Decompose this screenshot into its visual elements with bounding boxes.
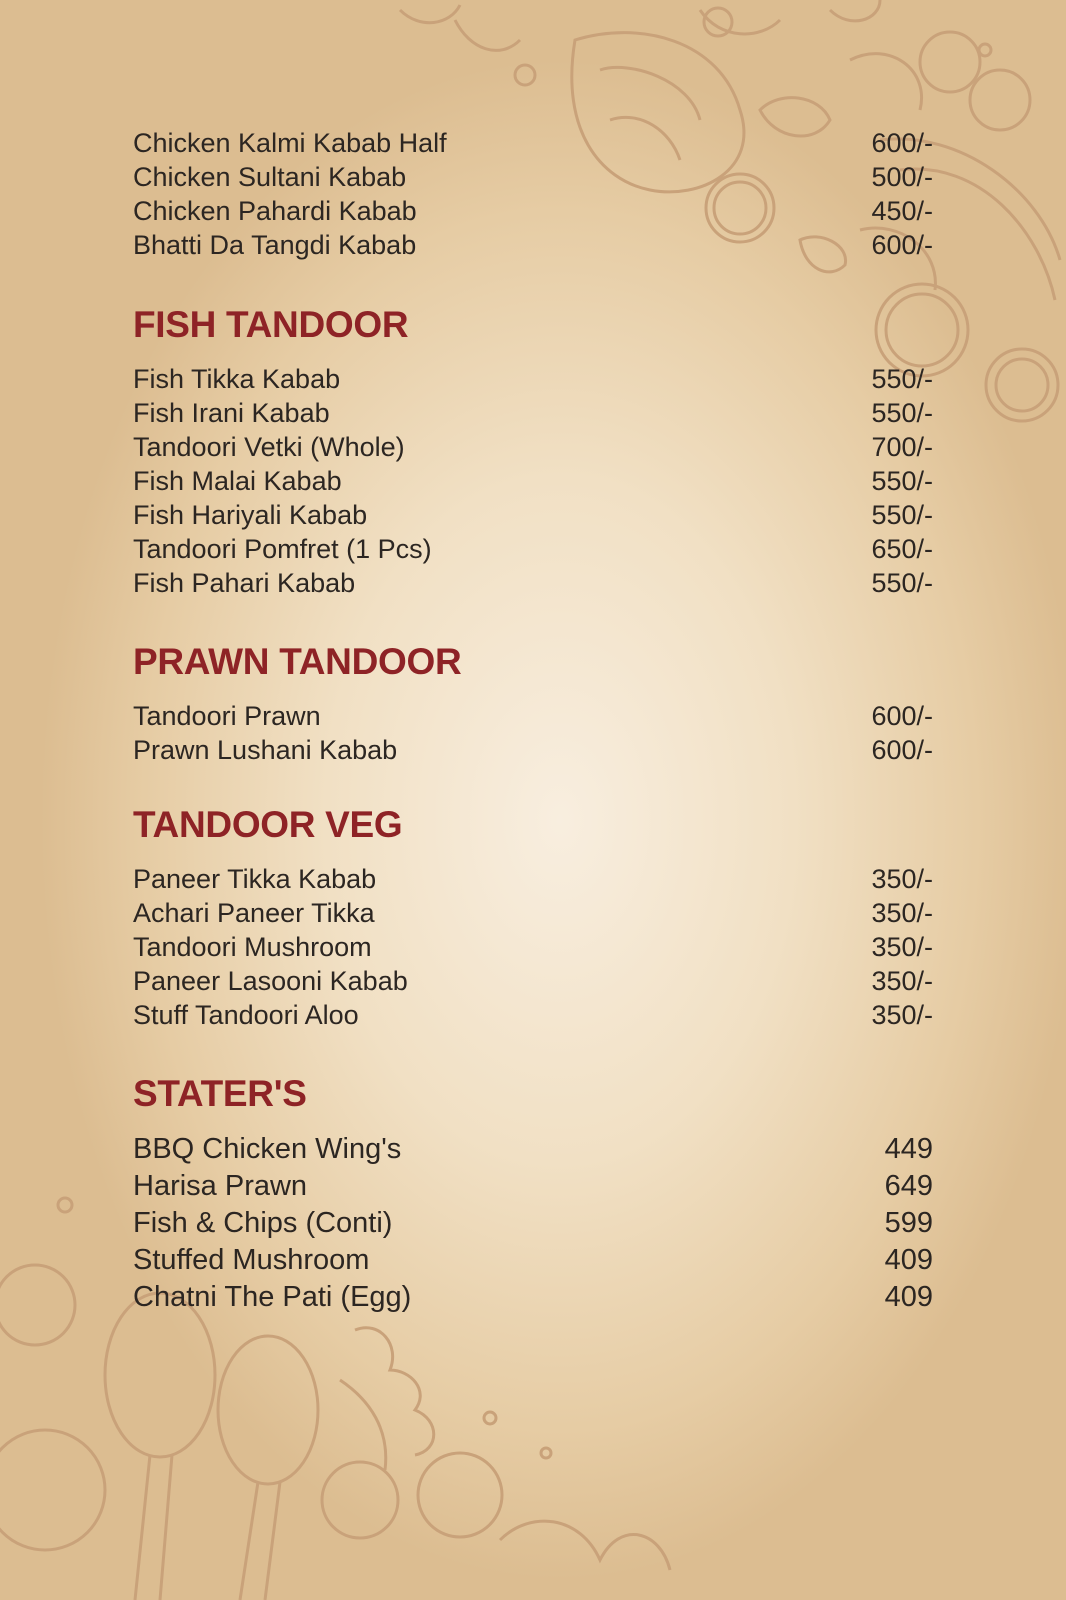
item-price: 650/- — [871, 534, 933, 564]
item-name: Stuff Tandoori Aloo — [133, 1000, 359, 1030]
item-price: 550/- — [871, 568, 933, 598]
item-name: Tandoori Pomfret (1 Pcs) — [133, 534, 432, 564]
menu-item — [133, 896, 933, 930]
menu-item — [133, 964, 933, 998]
item-name: Harisa Prawn — [133, 1170, 308, 1202]
item-name: Fish Pahari Kabab — [133, 568, 356, 598]
section-heading: FISH TANDOOR — [133, 304, 409, 345]
item-name: Chatni The Pati (Egg) — [133, 1281, 412, 1313]
item-price: 600/- — [871, 701, 933, 731]
item-price: 550/- — [871, 398, 933, 428]
item-name: Bhatti Da Tangdi Kabab — [133, 230, 417, 260]
item-price: 649 — [884, 1170, 933, 1202]
item-price: 700/- — [871, 432, 933, 462]
menu-item — [133, 998, 933, 1032]
menu-item — [133, 1279, 933, 1316]
menu-item — [133, 862, 933, 896]
item-price: 350/- — [871, 1000, 933, 1030]
item-price: 550/- — [871, 364, 933, 394]
item-price: 550/- — [871, 466, 933, 496]
menu-item — [133, 362, 933, 396]
menu-item — [133, 699, 933, 733]
menu-item — [133, 396, 933, 430]
item-name: Tandoori Prawn — [133, 701, 321, 731]
item-price: 450/- — [871, 196, 933, 226]
item-price: 409 — [884, 1244, 933, 1276]
item-name: Fish Tikka Kabab — [133, 364, 341, 394]
menu-item — [133, 464, 933, 498]
menu-item — [133, 430, 933, 464]
item-name: Chicken Kalmi Kabab Half — [133, 128, 447, 158]
item-name: BBQ Chicken Wing's — [133, 1133, 402, 1165]
section-heading: TANDOOR VEG — [133, 804, 403, 845]
item-name: Chicken Pahardi Kabab — [133, 196, 417, 226]
item-name: Paneer Lasooni Kabab — [133, 966, 408, 996]
item-price: 449 — [884, 1133, 933, 1165]
item-name: Paneer Tikka Kabab — [133, 864, 377, 894]
item-name: Achari Paneer Tikka — [133, 898, 375, 928]
item-price: 350/- — [871, 932, 933, 962]
section-heading: PRAWN TANDOOR — [133, 641, 462, 682]
menu-item — [133, 1205, 933, 1242]
menu-item — [133, 160, 933, 194]
item-price: 350/- — [871, 966, 933, 996]
menu-item — [133, 532, 933, 566]
item-name: Fish & Chips (Conti) — [133, 1207, 393, 1239]
menu-item — [133, 126, 933, 160]
item-name: Tandoori Mushroom — [133, 932, 372, 962]
item-name: Fish Hariyali Kabab — [133, 500, 368, 530]
item-name: Tandoori Vetki (Whole) — [133, 432, 405, 462]
item-name: Fish Irani Kabab — [133, 398, 330, 428]
menu-item — [133, 733, 933, 767]
item-price: 409 — [884, 1281, 933, 1313]
item-price: 500/- — [871, 162, 933, 192]
menu-item — [133, 566, 933, 600]
item-name: Stuffed Mushroom — [133, 1244, 370, 1276]
item-name: Chicken Sultani Kabab — [133, 162, 407, 192]
item-price: 599 — [884, 1207, 933, 1239]
item-price: 350/- — [871, 864, 933, 894]
menu-item — [133, 498, 933, 532]
menu-item — [133, 228, 933, 262]
section-heading: STATER'S — [133, 1073, 307, 1114]
item-price: 550/- — [871, 500, 933, 530]
menu-item — [133, 194, 933, 228]
item-price: 350/- — [871, 898, 933, 928]
menu-item — [133, 930, 933, 964]
item-price: 600/- — [871, 230, 933, 260]
item-price: 600/- — [871, 128, 933, 158]
item-price: 600/- — [871, 735, 933, 765]
menu-item — [133, 1168, 933, 1205]
menu-item — [133, 1131, 933, 1168]
item-name: Prawn Lushani Kabab — [133, 735, 398, 765]
item-name: Fish Malai Kabab — [133, 466, 342, 496]
menu-item — [133, 1242, 933, 1279]
